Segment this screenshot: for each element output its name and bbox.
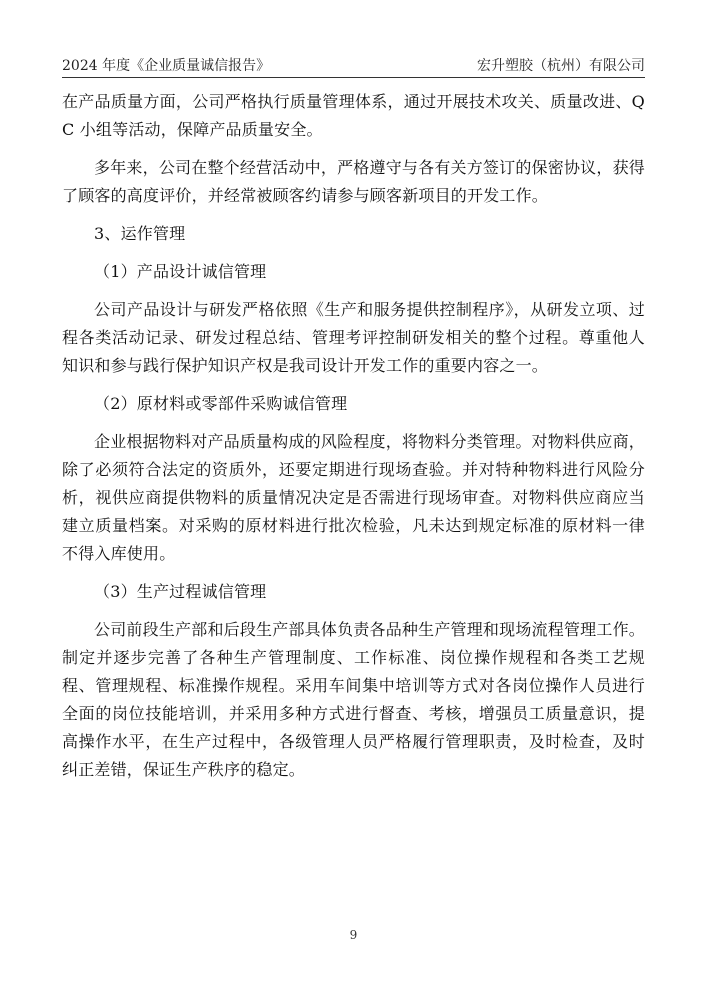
subheading-design-integrity: （1）产品设计诚信管理 — [94, 262, 267, 281]
page-number: 9 — [349, 928, 358, 942]
header-company-name: 宏升塑胶（杭州）有限公司 — [477, 58, 645, 74]
subheading-production-integrity: （3）生产过程诚信管理 — [94, 582, 267, 601]
page-body — [62, 88, 645, 794]
paragraph-procurement-integrity: 企业根据物料对产品质量构成的风险程度，将物料分类管理。对物料供应商，除了必须符合法定的资质外，还要定期进行现场查验。并对特种物料进行风险分析，视供应商提供物料的质量情况决定是否需进行现场审查。对物料供应商应当建立质量档案。对采购的原材料进行批次检验，凡未达到规定标准的原材料一律不得入库使用。 — [62, 432, 645, 563]
paragraph-design-integrity: 公司产品设计与研发严格依照《生产和服务提供控制程序》，从研发立项、过程各类活动记录、研发过程总结、管理考评控制研发相关的整个过程。尊重他人知识和参与践行保护知识产权是我司设计开发工作的重要内容之一。 — [62, 300, 645, 375]
paragraph-confidentiality: 多年来，公司在整个经营活动中，严格遵守与各有关方签订的保密协议，获得了顾客的高度评价，并经常被顾客约请参与顾客新项目的开发工作。 — [62, 158, 645, 205]
paragraph-quality-management: 在产品质量方面，公司严格执行质量管理体系，通过开展技术攻关、质量改进、QC 小组等活动，保障产品质量安全。 — [62, 92, 645, 139]
subheading-procurement-integrity: （2）原材料或零部件采购诚信管理 — [94, 394, 348, 413]
header-report-title: 2024 年度《企业质量诚信报告》 — [62, 58, 271, 74]
header-rule — [62, 77, 645, 78]
paragraph-production-integrity: 公司前段生产部和后段生产部具体负责各品种生产管理和现场流程管理工作。制定并逐步完善了各种生产管理制度、工作标准、岗位操作规程和各类工艺规程、管理规程、标准操作规程。采用车间集中培训等方式对各岗位操作人员进行全面的岗位技能培训，并采用多种方式进行督查、考核，增强员工质量意识，提高操作水平，在生产过程中，各级管理人员严格履行管理职责，及时检查，及时纠正差错，保证生产秩序的稳定。 — [62, 620, 645, 779]
section-heading-operations: 3、运作管理 — [94, 224, 186, 243]
page-header — [62, 50, 645, 76]
